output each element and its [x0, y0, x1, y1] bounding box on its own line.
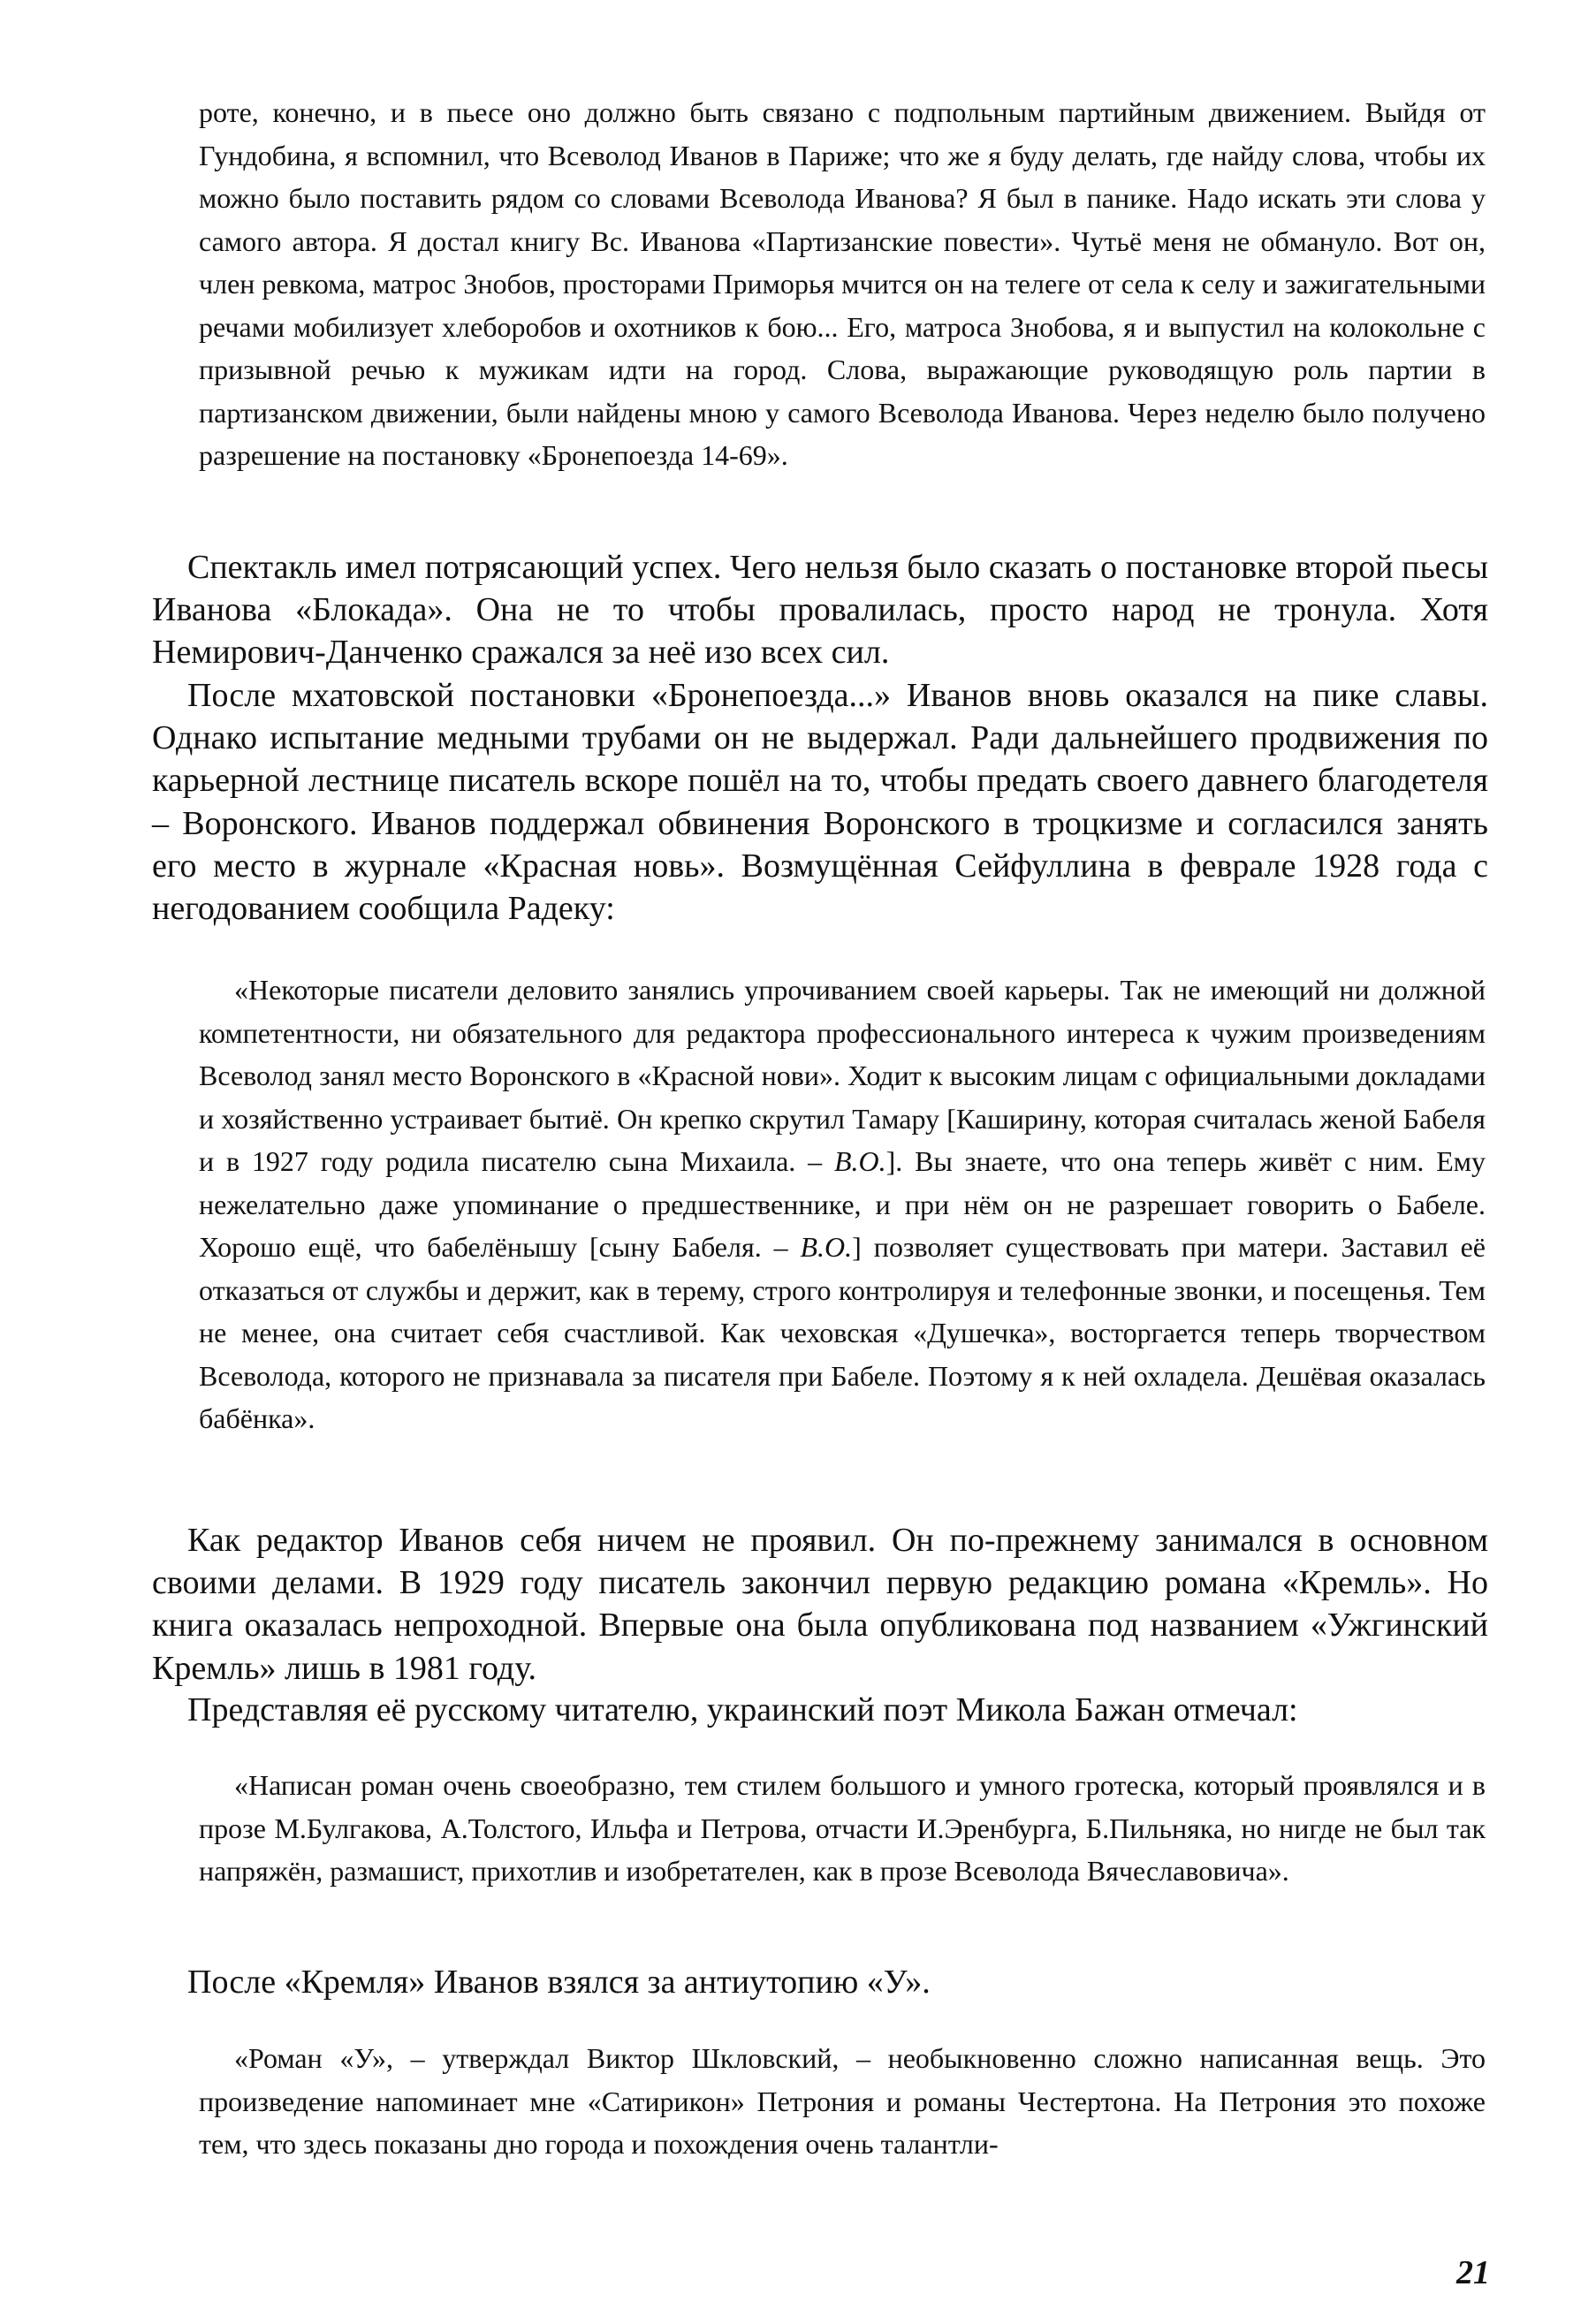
page-number: 21 [1456, 2254, 1490, 2291]
quote-block-4: «Роман «У», – утверждал Виктор Шкловский, – необыкновенно сложно написанная вещь. Это произведение напоминает мне «Сатирикон» Петрония и романы Честертона. На Петрония это похоже тем, что здесь показаны дно города и похождения очень талантли- [199, 2042, 1486, 2160]
author-initials-2: В.О. [800, 1231, 853, 1263]
paragraph-2: После мхатовской постановки «Бронепоезда...» Иванов вновь оказался на пике славы. Однако испытание медными трубами он не выдержал. Ради дальнейшего продвижения по карьерной лестнице писатель вскоре пошёл на то, чтобы предать своего давнего благодетеля – Воронского. Иванов поддержал обвинения Воронского в троцкизме и согласился занять его место в журнале «Красная новь». Возмущённая Сейфуллина в феврале 1928 года с негодованием сообщила Радеку: [152, 677, 1488, 928]
quote-2-text-3: ] позволяет существовать при матери. Заставил её отказаться от службы и держит, как в терему, строго контролируя и телефонные звонки, и посещенья. Тем не менее, она считает себя счастливой. Как чеховская «Душечка», восторгается теперь творчеством Всеволода, которого не признавала за писателя при Бабеле. Поэтому я к ней охладела. Дешёвая оказалась бабёнка». [199, 1231, 1486, 1434]
quote-block-2 [199, 969, 1486, 1440]
quote-2-text-2: ]. Вы знаете, что она теперь живёт с ним. Ему нежелательно даже упоминание о предшественнике, и при нём он не разрешает говорить о Бабеле. Хорошо ещё, что бабелёнышу [сыну Бабеля. – [199, 1145, 1486, 1263]
author-initials-1: В.О. [833, 1145, 886, 1177]
quote-block-3: «Написан роман очень своеобразно, тем стилем большого и умного гротеска, который проявлялся и в прозе М.Булгакова, А.Толстого, Ильфа и Петрова, отчасти И.Эренбурга, Б.Пильняка, но нигде не был так напряжён, размашист, прихотлив и изобретателен, как в прозе Всеволода Вячеславовича». [199, 1769, 1486, 1887]
paragraph-1: Спектакль имел потрясающий успех. Чего нельзя было сказать о постановке второй пьесы Иванова «Блокада». Она не то чтобы провалилась, просто народ не тронула. Хотя Немирович-Данченко сражался за неё изо всех сил. [152, 549, 1488, 672]
paragraph-3: Как редактор Иванов себя ничем не проявил. Он по-прежнему занимался в основном своими делами. В 1929 году писатель закончил первую редакцию романа «Кремль». Но книга оказалась непроходной. Впервые она была опубликована под названием «Ужгинский Кремль» лишь в 1981 году. [152, 1522, 1488, 1687]
paragraph-5: После «Кремля» Иванов взялся за антиутопию «У». [187, 1964, 931, 2001]
paragraph-4: Представляя её русскому читателю, украинский поэт Микола Бажан отмечал: [187, 1691, 1298, 1728]
quote-2-text-1: «Некоторые писатели деловито занялись упрочиванием своей карьеры. Так не имеющий ни должной компетентности, ни обязательного для редактора профессионального интереса к чужим произведениям Всеволод занял место Воронского в «Красной нови». Ходит к высоким лицам с официальными докладами и хозяйственно устраивает бытиё. Он крепко скрутил Тамару [Каширину, которая считалась женой Бабеля и в 1927 году родила писателю сына Михаила. – [199, 974, 1486, 1177]
quote-block-1: роте, конечно, и в пьесе оно должно быть связано с подпольным партийным движением. Выйдя от Гундобина, я вспомнил, что Всеволод Иванов в Париже; что же я буду делать, где найду слова, чтобы их можно было поставить рядом со словами Всеволода Иванова? Я был в панике. Надо искать эти слова у самого автора. Я достал книгу Вс. Иванова «Партизанские повести». Чутьё меня не обмануло. Вот он, член ревкома, матрос Знобов, просторами Приморья мчится он на телеге от села к селу и зажигательными речами мобилизует хлеборобов и охотников к бою... Его, матроса Знобова, я и выпустил на колокольне с призывной речью к мужикам идти на город. Слова, выражающие руководящую роль партии в партизанском движении, были найдены мною у самого Всеволода Иванова. Через неделю было получено разрешение на постановку «Бронепоезда 14-69». [199, 96, 1486, 471]
